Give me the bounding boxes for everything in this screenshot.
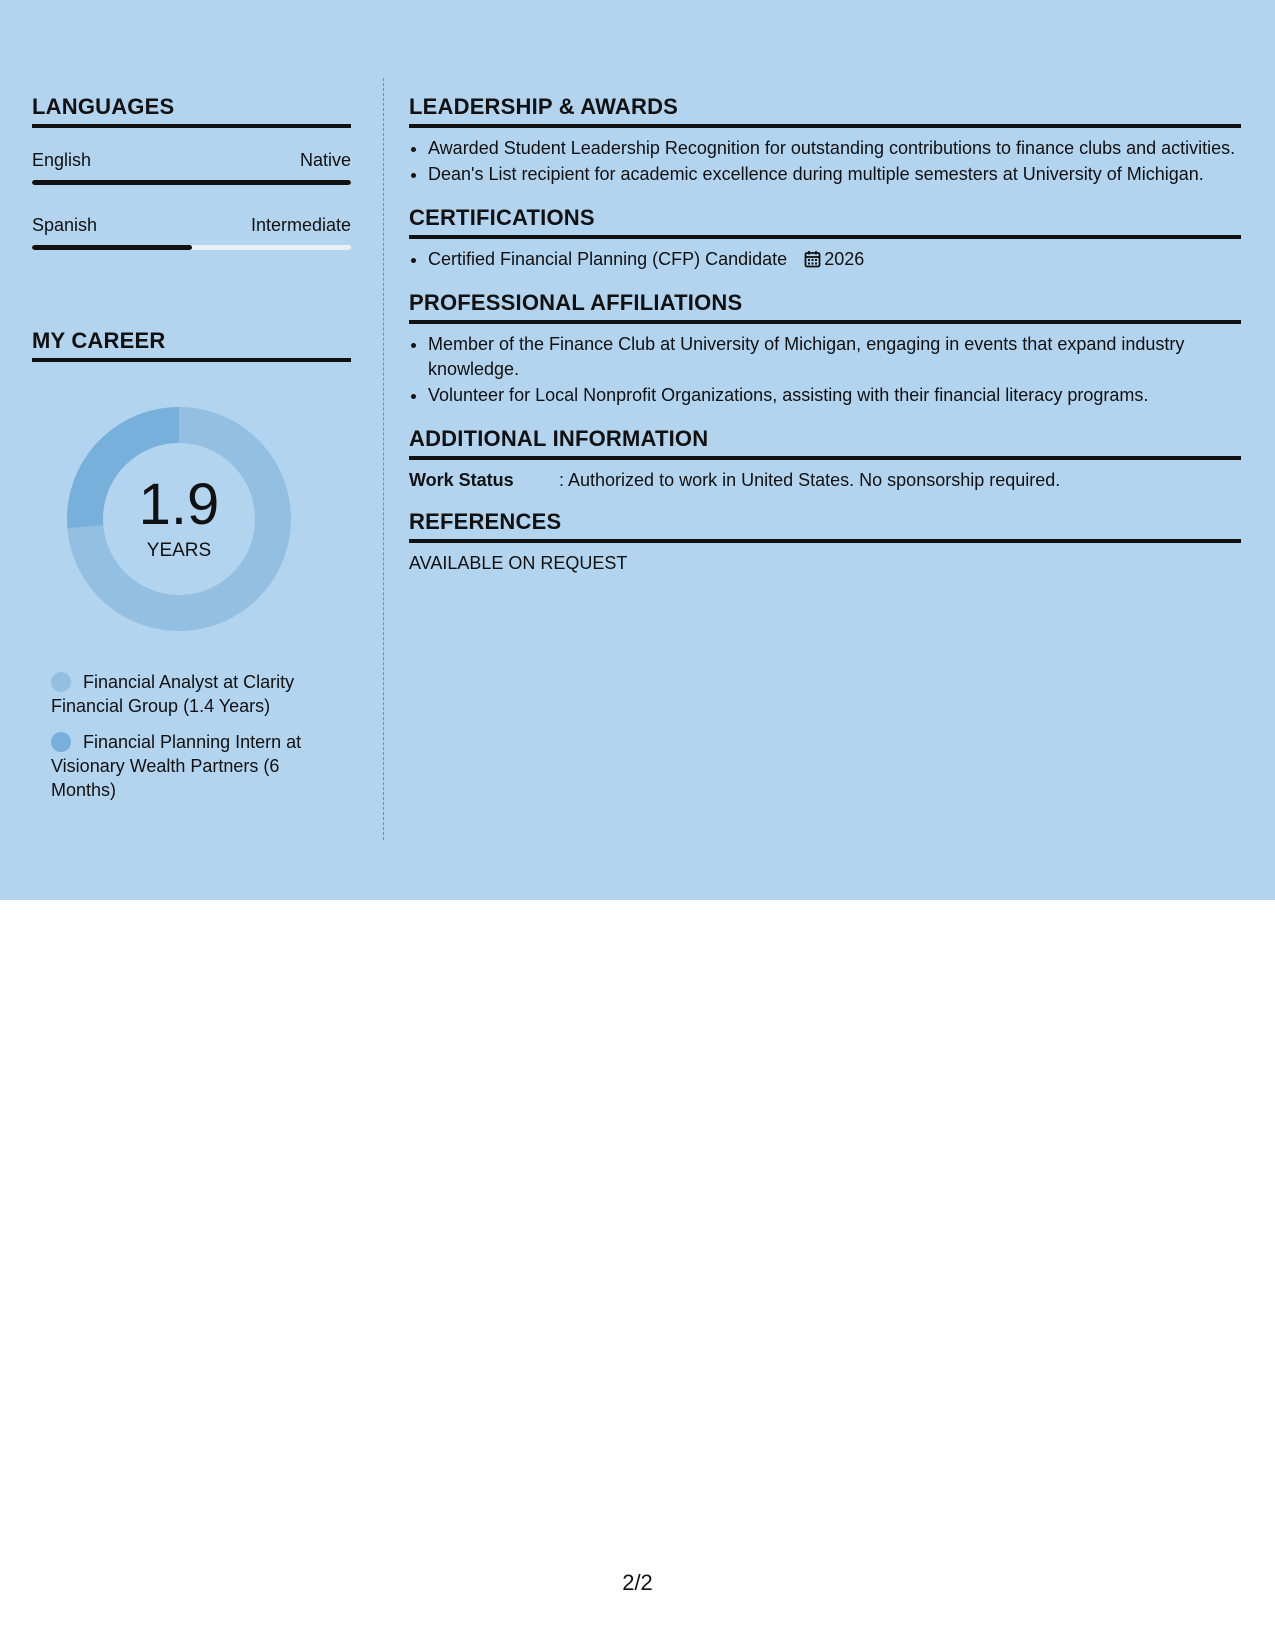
language-name: English	[32, 150, 92, 170]
additional-info-section	[409, 426, 1241, 491]
language-level: Intermediate	[250, 215, 351, 235]
legend-dot-icon	[51, 672, 71, 692]
references-text: AVAILABLE ON REQUEST	[409, 553, 628, 573]
leadership-section	[409, 94, 1241, 187]
certification-date	[804, 249, 864, 269]
language-proficiency-bar	[32, 245, 351, 250]
career-total-value: 1.9	[138, 472, 220, 537]
certifications-section	[409, 205, 1241, 272]
affiliations-section	[409, 290, 1241, 408]
list-item: • Awarded Student Leadership Recognition for outstanding contributions to finance clubs and activities.	[428, 136, 1241, 161]
legend-dot-icon	[51, 732, 71, 752]
legend-label: Financial Analyst at Clarity Financial Group (1.4 Years)	[51, 672, 295, 716]
work-status-value: : Authorized to work in United States. No sponsorship required.	[559, 470, 1061, 490]
legend-label: Financial Planning Intern at Visionary Wealth Partners (6 Months)	[51, 732, 302, 800]
right-column	[409, 94, 1241, 592]
list-item: • Volunteer for Local Nonprofit Organizations, assisting with their financial literacy programs.	[428, 383, 1241, 408]
work-status-row	[409, 470, 1241, 491]
career-total-unit: YEARS	[146, 540, 212, 561]
calendar-icon	[804, 250, 821, 268]
additional-info-title: ADDITIONAL INFORMATION	[409, 426, 1241, 460]
language-item	[32, 150, 351, 185]
career-title: MY CAREER	[32, 328, 351, 362]
left-column	[32, 94, 351, 814]
page-number: 2/2	[622, 1570, 653, 1595]
language-item	[32, 215, 351, 250]
language-proficiency-fill	[32, 245, 192, 250]
language-level: Native	[299, 150, 351, 170]
column-divider	[383, 78, 384, 840]
list-item: • Member of the Finance Club at University of Michigan, engaging in events that expand industry knowledge.	[428, 332, 1241, 382]
career-legend	[51, 670, 331, 802]
list-item: • Dean's List recipient for academic excellence during multiple semesters at University of Michigan.	[428, 162, 1241, 187]
career-legend-item	[51, 730, 331, 802]
list-item	[428, 247, 1241, 272]
work-status-label: Work Status	[409, 470, 514, 490]
language-name: Spanish	[32, 215, 98, 235]
languages-title: LANGUAGES	[32, 94, 351, 128]
references-title: REFERENCES	[409, 509, 1241, 543]
affiliations-title: PROFESSIONAL AFFILIATIONS	[409, 290, 1241, 324]
certification-name: Certified Financial Planning (CFP) Candidate	[428, 249, 788, 269]
leadership-title: LEADERSHIP & AWARDS	[409, 94, 1241, 128]
certification-year: 2026	[824, 249, 865, 269]
career-donut-chart	[64, 404, 294, 634]
certifications-title: CERTIFICATIONS	[409, 205, 1241, 239]
references-section	[409, 509, 1241, 574]
language-proficiency-fill	[32, 180, 351, 185]
language-proficiency-bar	[32, 180, 351, 185]
career-legend-item	[51, 670, 331, 718]
